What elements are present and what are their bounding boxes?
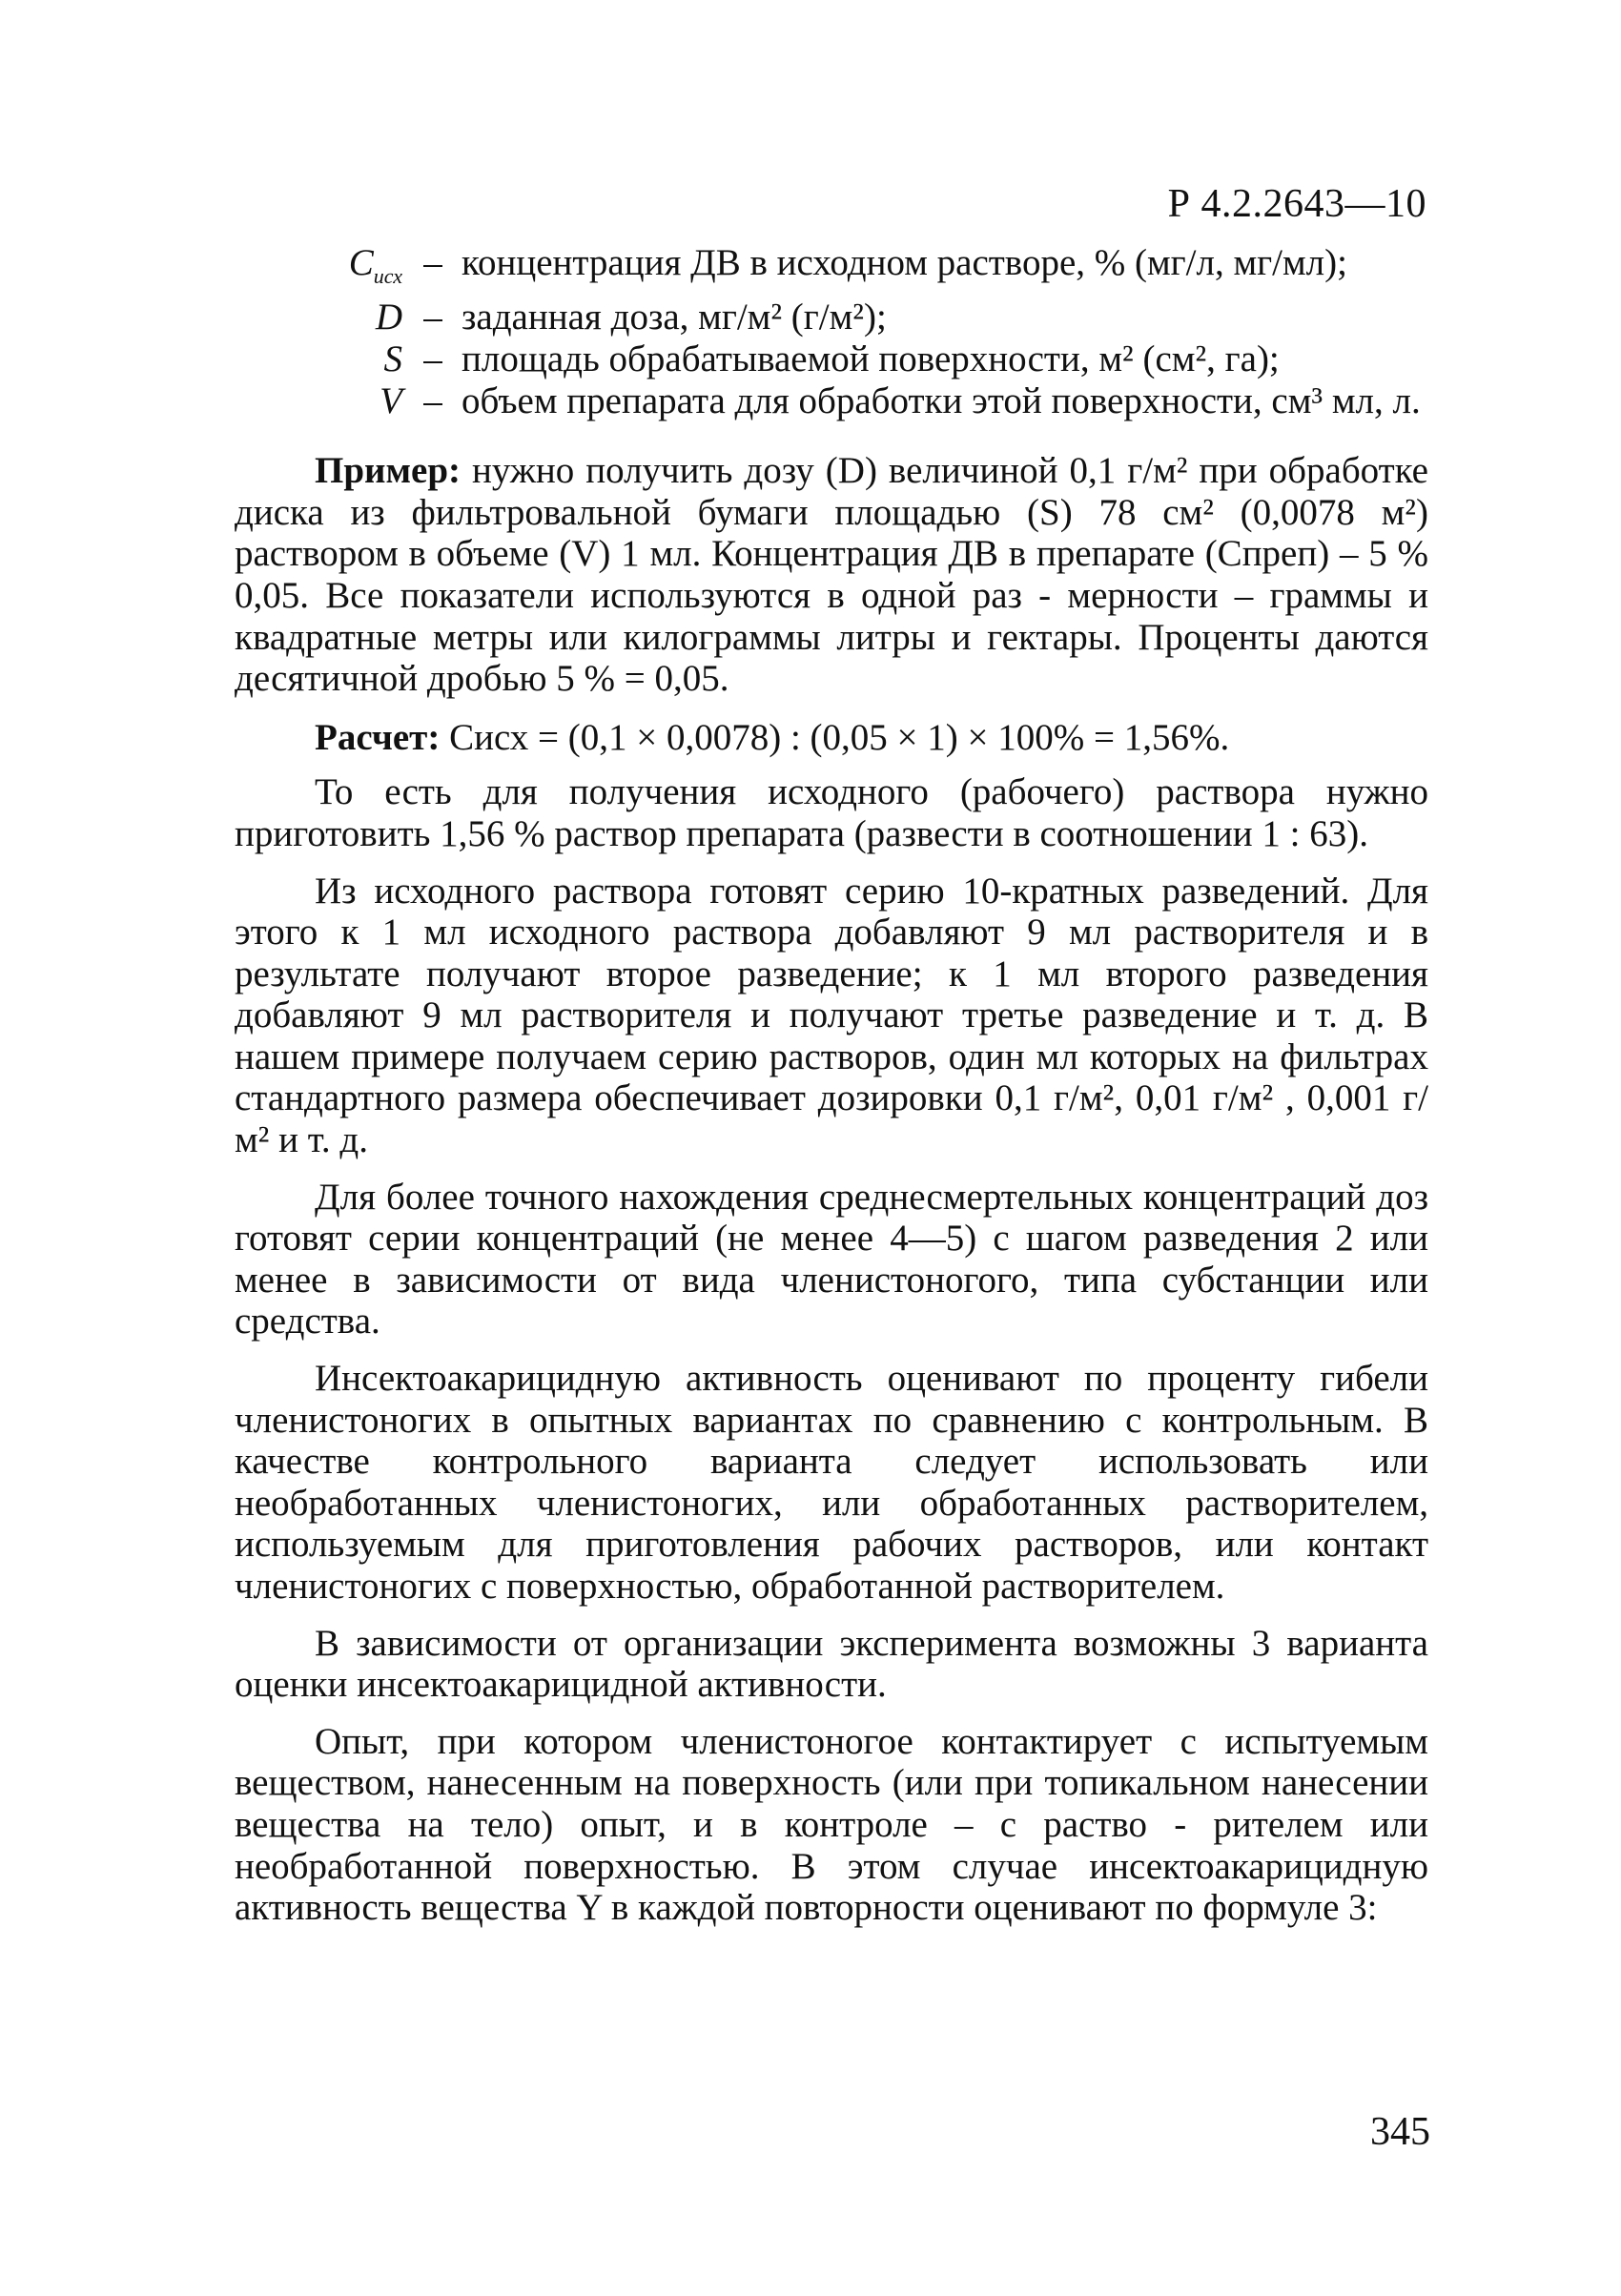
definition-symbol: $C_{исх}$: [348, 242, 402, 288]
definition-symbol: V: [380, 379, 402, 421]
body-paragraph: То есть для получения исходного (рабочего) раствора нужно приготовить 1,56 % раствор препарата (развести в соотношении 1 : 63).: [235, 771, 1428, 854]
body-paragraph: Для более точного нахождения среднесмертельных концентраций доз готовят серии концентраций (не менее 4—5) с шагом разведения 2 или менее в зависимости от вида членистоногого, типа субстанции или средства.: [235, 1176, 1428, 1343]
document-code: Р 4.2.2643—10: [1167, 182, 1426, 226]
example-label: Пример:: [315, 450, 462, 492]
definition-item: [235, 242, 1428, 297]
definition-symbol: S: [383, 338, 402, 379]
body-paragraph: Опыт, при котором членистоногое контактирует с испытуемым веществом, нанесенным на поверхность (или при топикальном нанесении вещества на тело) опыт, и в контроле – с раство - рителем или необработанной поверхностью. В этом случае инсектоакарицидную активность вещества Y в каждой повторности оценивают по формуле 3:: [235, 1720, 1428, 1929]
example-text: нужно получить дозу (D) величиной 0,1 г/м² при обработке диска из фильтровальной бумаги площадью (S) 78 см² (0,0078 м²) раствором в объеме (V) 1 мл. Концентрация ДВ в препарате (Cпреп) – 5 % 0,05. Все показатели используются в одной раз - мерности – граммы и квадратные метры или килограммы литры и гектары. Проценты даются десятичной дробью 5 % = 0,05.: [235, 450, 1428, 700]
page-number: 345: [1370, 2110, 1430, 2154]
definition-dash: –: [423, 338, 442, 379]
definition-text: объем препарата для обработки этой поверхности, см³ мл, л.: [462, 379, 1421, 421]
body-paragraph: В зависимости от организации эксперимента возможны 3 варианта оценки инсектоакарицидной активности.: [235, 1622, 1428, 1706]
calculation-label: Расчет:: [315, 716, 441, 758]
definition-dash: –: [423, 242, 442, 283]
definition-item: [235, 297, 1428, 338]
definitions-list: [235, 242, 1428, 421]
document-body: [235, 242, 1428, 1929]
definition-dash: –: [423, 379, 442, 421]
calculation-paragraph: [235, 717, 1428, 759]
calculation-formula: Cисх = (0,1 × 0,0078) : (0,05 × 1) × 100% = 1,56%.: [440, 716, 1230, 758]
definition-text: площадь обрабатываемой поверхности, м² (см², га);: [462, 338, 1280, 379]
example-paragraph: [235, 450, 1428, 700]
definition-item: [235, 338, 1428, 380]
body-paragraph: Инсектоакарицидную активность оценивают по проценту гибели членистоногих в опытных вариантах по сравнению с контрольным. В качестве контрольного варианта следует использовать или необработанных членистоногих, или обработанных растворителем, используемым для приготовления рабочих растворов, или контакт членистоногих с поверхностью, обработанной растворителем.: [235, 1358, 1428, 1608]
definition-symbol: D: [375, 297, 402, 338]
definition-item: [235, 380, 1428, 422]
definition-text: концентрация ДВ в исходном растворе, % (мг/л, мг/мл);: [462, 242, 1347, 283]
definition-text: заданная доза, мг/м² (г/м²);: [462, 297, 887, 338]
definition-dash: –: [423, 297, 442, 338]
body-paragraph: Из исходного раствора готовят серию 10-кратных разведений. Для этого к 1 мл исходного раствора добавляют 9 мл растворителя и в результате получают второе разведение; к 1 мл второго разведения добавляют 9 мл растворителя и получают третье разведение и т. д. В нашем примере получаем серию растворов, один мл которых на фильтрах стандартного размера обеспечивает дозировки 0,1 г/м², 0,01 г/м² , 0,001 г/м² и т. д.: [235, 870, 1428, 1161]
